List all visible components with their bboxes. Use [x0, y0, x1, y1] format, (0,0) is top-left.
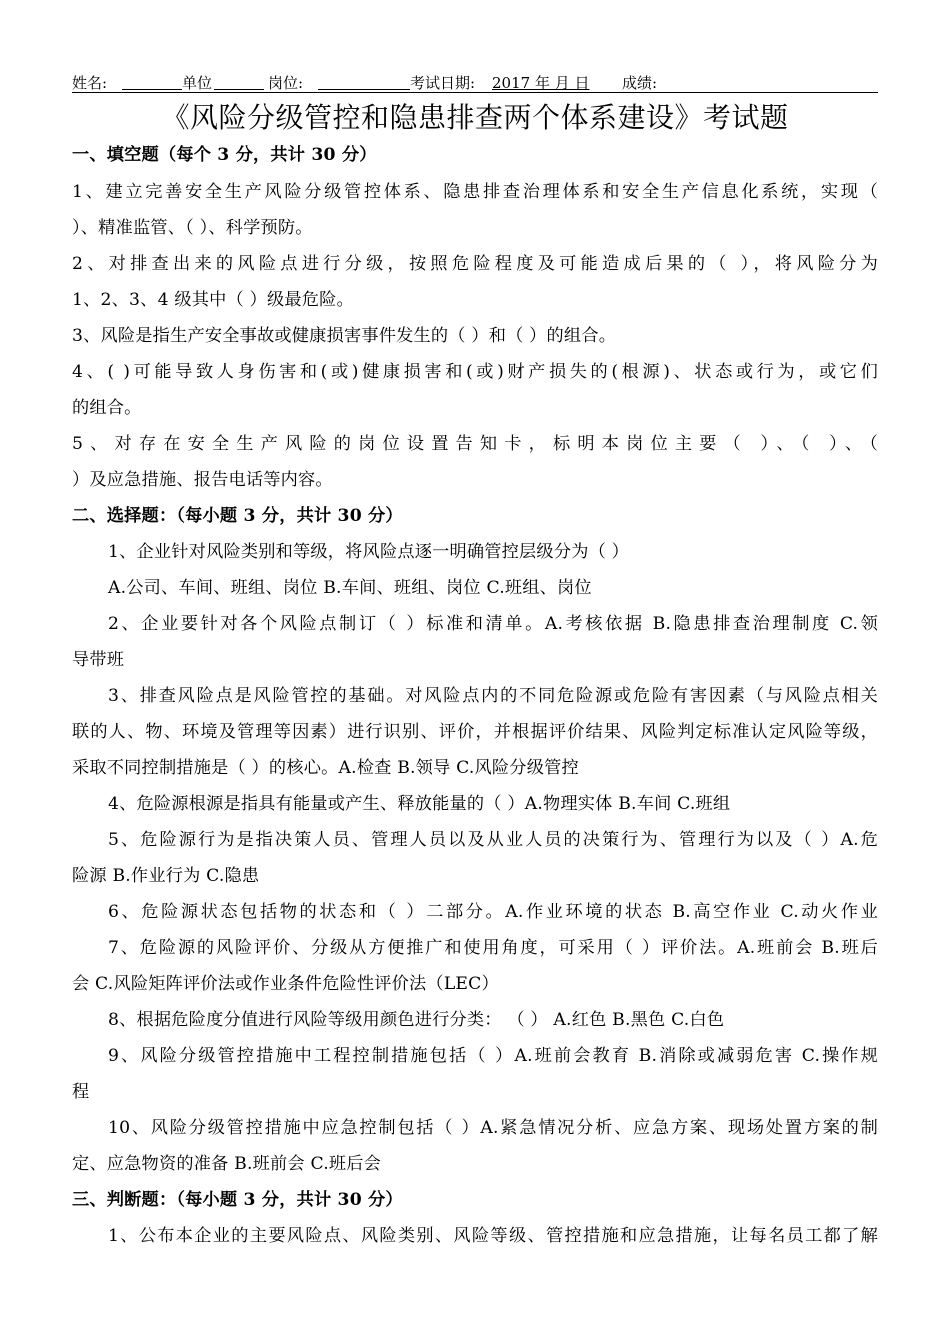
- question-text: 1、2、3、4 级其中（ ）级最危险。: [72, 290, 354, 310]
- question-text: 的组合。: [72, 398, 142, 418]
- question-text: 会 C.风险矩阵评价法或作业条件危险性评价法（LEC）: [72, 974, 499, 994]
- question-text: 2、企业要针对各个风险点制订（ ）标准和清单。A.考核依据 B.隐患排查治理制度 C.领: [108, 614, 878, 634]
- unit-label: 单位: [182, 74, 213, 92]
- section-heading-fill-blank: 一、填空题（每个 3 分，共计 30 分）: [72, 145, 377, 165]
- section-heading-judgment: 三、判断题：（每小题 3 分，共计 30 分）: [72, 1190, 403, 1210]
- question-text: 定、应急物资的准备 B.班前会 C.班后会: [72, 1154, 382, 1174]
- question-text: 9、风险分级管控措施中工程控制措施包括（ ）A.班前会教育 B.消除或减弱危害 C.操作规: [108, 1046, 878, 1066]
- post-label: 岗位:: [268, 74, 304, 92]
- question-text: 1、公布本企业的主要风险点、风险类别、风险等级、管控措施和应急措施，让每名员工都了解: [108, 1226, 878, 1246]
- date-label: 考试日期:: [410, 74, 476, 92]
- question-text: 6、危险源状态包括物的状态和（ ）二部分。A.作业环境的状态 B.高空作业 C.动火作业: [108, 902, 878, 922]
- date-value: 2017 年 月 日: [492, 74, 590, 92]
- question-text: 程: [72, 1082, 90, 1102]
- score-label: 成绩:: [622, 74, 658, 92]
- question-text: 1、建立完善安全生产风险分级管控体系、隐患排查治理体系和安全生产信息化系统，实现（: [72, 182, 878, 202]
- question-text: 采取不同控制措施是（ ）的核心。A.检查 B.领导 C.风险分级管控: [72, 758, 579, 778]
- question-text: 5、对存在安全生产风险的岗位设置告知卡，标明本岗位主要（ ）、（ ）、（: [72, 434, 878, 454]
- question-text: ）、精准监管、（ ）、科学预防。: [72, 218, 313, 238]
- unit-blank: [214, 89, 264, 90]
- question-text: 2、对排查出来的风险点进行分级，按照危险程度及可能造成后果的（ ），将风险分为: [72, 254, 878, 274]
- question-text: 5、危险源行为是指决策人员、管理人员以及从业人员的决策行为、管理行为以及（ ）A.危: [108, 830, 878, 850]
- question-options: A.公司、车间、班组、岗位 B.车间、班组、岗位 C.班组、岗位: [108, 578, 592, 598]
- question-text: 4、危险源根源是指具有能量或产生、释放能量的（ ）A.物理实体 B.车间 C.班组: [108, 794, 731, 814]
- name-blank: [122, 89, 182, 90]
- question-text: 3、排查风险点是风险管控的基础。对风险点内的不同危险源或危险有害因素（与风险点相关: [108, 686, 878, 706]
- question-text: 7、危险源的风险评价、分级从方便推广和使用角度，可采用（ ）评价法。A.班前会 B.班后: [108, 938, 878, 958]
- question-text: 4、( )可能导致人身伤害和(或)健康损害和(或)财产损失的(根源)、状态或行为，或它们: [72, 362, 878, 382]
- question-text: 10、风险分级管控措施中应急控制包括（ ）A.紧急情况分析、应急方案、现场处置方案的制: [108, 1118, 878, 1138]
- question-text: 联的人、物、环境及管理等因素）进行识别、评价，并根据评价结果、风险判定标准认定风险等级，: [72, 722, 878, 742]
- exam-header: [72, 70, 878, 93]
- question-text: 8、根据危险度分值进行风险等级用颜色进行分类： （ ） A.红色 B.黑色 C.白色: [108, 1010, 725, 1030]
- post-blank: [318, 89, 410, 90]
- exam-title: 《风险分级管控和隐患排查两个体系建设》考试题: [161, 101, 789, 134]
- section-heading-choice: 二、选择题：（每小题 3 分，共计 30 分）: [72, 506, 403, 526]
- question-text: 险源 B.作业行为 C.隐患: [72, 866, 260, 886]
- question-text: 3、风险是指生产安全事故或健康损害事件发生的（ ）和（ ）的组合。: [72, 326, 617, 346]
- question-text: ）及应急措施、报告电话等内容。: [72, 470, 333, 490]
- question-text: 导带班: [72, 650, 125, 670]
- question-text: 1、企业针对风险类别和等级，将风险点逐一明确管控层级分为（ ）: [108, 542, 630, 562]
- name-label: 姓名:: [72, 74, 108, 92]
